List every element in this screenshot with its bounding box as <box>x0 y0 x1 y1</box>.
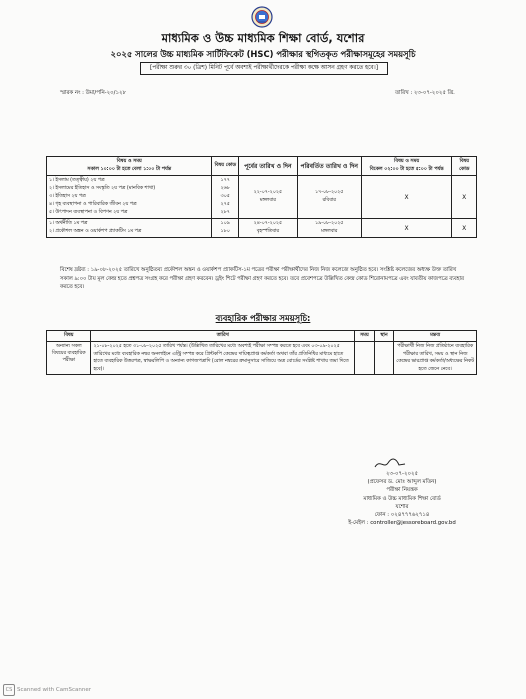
signature-date: ২৩-০৭-২০২৫ <box>386 471 418 477</box>
header-practical-date: তারিখ <box>91 331 355 342</box>
memo-date: তারিখ : ২৩-০৭-২০২৫ খ্রি. <box>395 90 455 96</box>
header-prev-date: পূর্বের তারিখ ও দিন <box>239 157 298 176</box>
practical-place <box>374 342 394 375</box>
header-practical-place: স্থান <box>374 331 394 342</box>
group2-afternoon-empty: X <box>361 219 452 238</box>
table-row <box>47 176 477 219</box>
group2-codes: ১০৯ ১৮০ <box>212 219 239 238</box>
practical-exam-table <box>46 330 477 375</box>
signer-name: (প্রফেসর ড. মোঃ আব্দুল মতিন) <box>367 479 437 486</box>
header-new-date: পরিবর্তিত তারিখ ও দিন <box>297 157 361 176</box>
group2-afternoon-code-empty: X <box>452 219 477 238</box>
memo-number: স্মারক নং : উমা/পনি-২০/১২৮ <box>60 90 126 96</box>
practical-date: ২১-০৮-২০২৫ হতে ৩১-০৮-২০২৫ তারিখ পর্যন্ত। (উল্লিখিত তারিখের মধ্যে অবশ্যই পরীক্ষা সম্পন্ন করতে হবে এবং ০৩-০৯-২০২৫ তারিখের মধ্যে ব্যবহারিক নম্বর অনলাইনে এন্ট্রি সম্পন্ন করে প্রিন্টকপি কেন্দ্রের দায়িত্বপ্রাপ্ত কর্মকর্তা অথবা তাঁর প্রতিনিধির মাধ্যমে হাতে হাতে ব্যবহারিক উত্তরপত্র, স্বাক্ষরলিপি ও অন্যান্য কাগজপত্রাদি (রোল নম্বরের ক্রমানুসারে সাজিয়ে অত্র বোর্ডের সংশ্লিষ্ট শাখায় জমা দিতে হবে)। <box>91 342 355 375</box>
group2-new-date: ১৯-০৮-২০২৫ মঙ্গলবার <box>297 219 361 238</box>
group1-subjects: ১। ইসলাম (তত্ত্বীয়) ২য় পত্র ২। ইসলামের ইতিহাস ও সংস্কৃতি ২য় পত্র (মানবিক শাখা) ৩। ইতিহাস ২য় পত্র ৪। গৃহ ব্যবস্থাপনা ও পারিবারিক জীবন ২য় পত্র ৫। উৎপাদন ব্যবস্থাপনা ও বিপণন ২য় পত্র <box>47 176 212 219</box>
table-row <box>47 219 477 238</box>
group1-afternoon-code-empty: X <box>452 176 477 219</box>
header-subject-afternoon: বিষয় ও সময় বিকেল ০২:০০ টা হতে ৫:০০ টা পর্যন্ত <box>361 157 452 176</box>
group1-codes: ১৭৭ ২৬৮ ৩০৫ ২৭৫ ২৮৭ <box>212 176 239 219</box>
group2-subjects: ১। অর্থনীতি ১ম পত্র ২। প্রকৌশল অঙ্কন ও ওয়ার্কশপ প্র্যাকটিস ১ম পত্র <box>47 219 212 238</box>
group1-new-date: ১৭-০৮-২০২৫ রবিবার <box>297 176 361 219</box>
header-code-afternoon: বিষয় কোড <box>452 157 477 176</box>
board-logo-icon <box>251 6 273 28</box>
exam-notice: [পরীক্ষা শুরুর ৩০ (ত্রিশ) মিনিট পূর্বে অবশ্যই পরীক্ষার্থীদেরকে পরীক্ষা কক্ষে আসন গ্রহণ করতে হবে।] <box>140 62 388 75</box>
signer-phone: ফোন : ০২৪৭৭৭৬২৭১৪ <box>374 512 430 519</box>
practical-schedule-title: ব্যবহারিক পরীক্ষার সময়সূচি: <box>215 313 311 323</box>
postponed-exam-table <box>46 156 477 238</box>
scanner-text: Scanned with CamScanner <box>17 687 91 693</box>
header-practical-time: সময় <box>355 331 375 342</box>
group1-prev-date: ২২-০৭-২০২৫ মঙ্গলবার <box>239 176 298 219</box>
signature-block <box>332 470 472 527</box>
signer-email: ই-মেইল : controller@jessoreboard.gov.bd <box>348 520 456 527</box>
table-header-row <box>47 157 477 176</box>
header-subject: বিষয় ও সময় সকাল ১০:০০ টা হতে বেলা ১:০০ টা পর্যন্ত <box>47 157 212 176</box>
signer-org: মাধ্যমিক ও উচ্চ মাধ্যমিক শিক্ষা বোর্ড <box>363 495 441 502</box>
practical-remark: পরীক্ষার্থী নিজ নিজ প্রতিষ্ঠানে ব্যবহারিক পরীক্ষার তারিখ, সময় ও স্থান নিজ কেন্দ্রের ভারপ্রাপ্ত কর্মকর্তা/অধ্যক্ষের নিকট হতে জেনে নেবে। <box>394 342 477 375</box>
table-row <box>47 342 477 375</box>
table-header-row <box>47 331 477 342</box>
schedule-subtitle: ২০২৫ সালের উচ্চ মাধ্যমিক সার্টিফিকেট (HSC) পরীক্ষার স্থগিতকৃত পরীক্ষাসমূহের সময়সূচি <box>110 49 416 59</box>
group1-afternoon-empty: X <box>361 176 452 219</box>
header-practical-subject: বিষয় <box>47 331 91 342</box>
practical-time <box>355 342 375 375</box>
group2-prev-date: ২৪-০৭-২০২৫ বৃহস্পতিবার <box>239 219 298 238</box>
signer-city: যশোর <box>395 503 409 510</box>
practical-subject: অন্যান্য সকল বিষয়ের ব্যবহারিক পরীক্ষা <box>47 342 91 375</box>
scanner-watermark <box>3 684 91 696</box>
header-practical-remark: মন্তব্য <box>394 331 477 342</box>
board-title: মাধ্যমিক ও উচ্চ মাধ্যমিক শিক্ষা বোর্ড, যশোর <box>161 31 365 45</box>
camscanner-icon: CS <box>3 684 15 696</box>
header-code: বিষয় কোড <box>212 157 239 176</box>
signer-designation: পরীক্ষা নিয়ন্ত্রক <box>386 487 418 494</box>
special-note: বিশেষ দ্রষ্টব্য : ১৯-০৮-২০২৫ তারিখে অনুষ্ঠিতব্য প্রকৌশল অঙ্কন ও ওয়ার্কশপ প্র্যাকটিস-১ম পত্রের পরীক্ষা পরীক্ষার্থীদের নিজ নিজ কলেজে অনুষ্ঠিত হবে। সংশ্লিষ্ট কলেজের অধ্যক্ষ উক্ত তারিখ সকাল ৯:০০ টায় মূল কেন্দ্র হতে প্রশ্নপত্র সংগ্রহ করে পরীক্ষা গ্রহণ করবেন। ড্রইং শিটে পরীক্ষা গ্রহণ করতে হবে। তবে প্রবেশপত্রে উল্লিখিত কেন্দ্র কোড শিরোনামপত্রে এবং যাবতীয় কাজপত্রে ব্যবহার করতে হবে। <box>60 267 464 291</box>
